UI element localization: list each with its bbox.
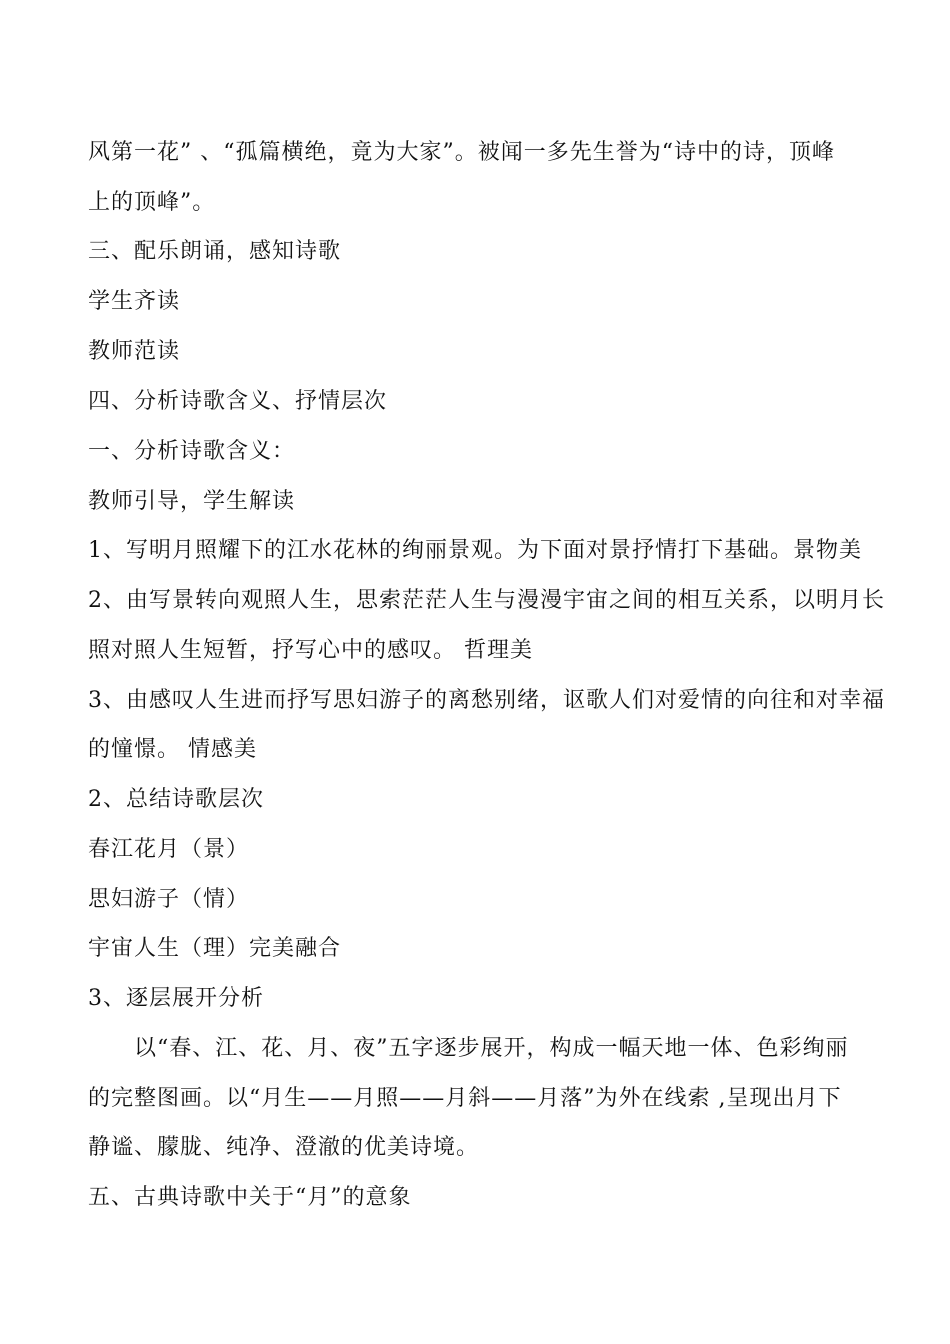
paragraph-line: 宇宙人生（理）完美融合 — [88, 936, 342, 961]
list-item: 1、写明月照耀下的江水花林的绚丽景观。为下面对景抒情打下基础。景物美 — [88, 538, 862, 563]
subsection-heading: 2、总结诗歌层次 — [88, 787, 264, 812]
paragraph-line: 思妇游子（情） — [88, 887, 250, 912]
paragraph-line: 上的顶峰”。 — [88, 190, 216, 215]
paragraph-line: 的完整图画。以“月生——月照——月斜——月落”为外在线索 ,呈现出月下 — [88, 1086, 842, 1111]
paragraph-line: 教师范读 — [88, 339, 181, 364]
paragraph-line: 学生齐读 — [88, 289, 181, 314]
section-heading: 五、古典诗歌中关于“月”的意象 — [88, 1185, 412, 1210]
subsection-heading: 一、分析诗歌含义： — [88, 439, 296, 464]
paragraph-line: 静谧、朦胧、纯净、澄澈的优美诗境。 — [88, 1135, 480, 1160]
list-item-continuation: 的憧憬。 情感美 — [88, 737, 257, 762]
list-item: 2、由写景转向观照人生，思索茫茫人生与漫漫宇宙之间的相互关系，以明月长 — [88, 588, 885, 613]
section-heading: 四、分析诗歌含义、抒情层次 — [88, 389, 388, 414]
subsection-heading: 3、逐层展开分析 — [88, 986, 264, 1011]
list-item: 3、由感叹人生进而抒写思妇游子的离愁别绪，讴歌人们对爱情的向往和对幸福 — [88, 688, 885, 713]
list-item-continuation: 照对照人生短暂，抒写心中的感叹。 哲理美 — [88, 638, 533, 663]
paragraph-line: 教师引导，学生解读 — [88, 489, 296, 514]
paragraph-line: 春江花月（景） — [88, 837, 250, 862]
section-heading: 三、配乐朗诵，感知诗歌 — [88, 239, 342, 264]
paragraph-line: 以“春、江、花、月、夜”五字逐步展开，构成一幅天地一体、色彩绚丽 — [134, 1036, 849, 1061]
paragraph-line: 风第一花” 、“孤篇横绝，竟为大家”。被闻一多先生誉为“诗中的诗，顶峰 — [88, 140, 835, 165]
